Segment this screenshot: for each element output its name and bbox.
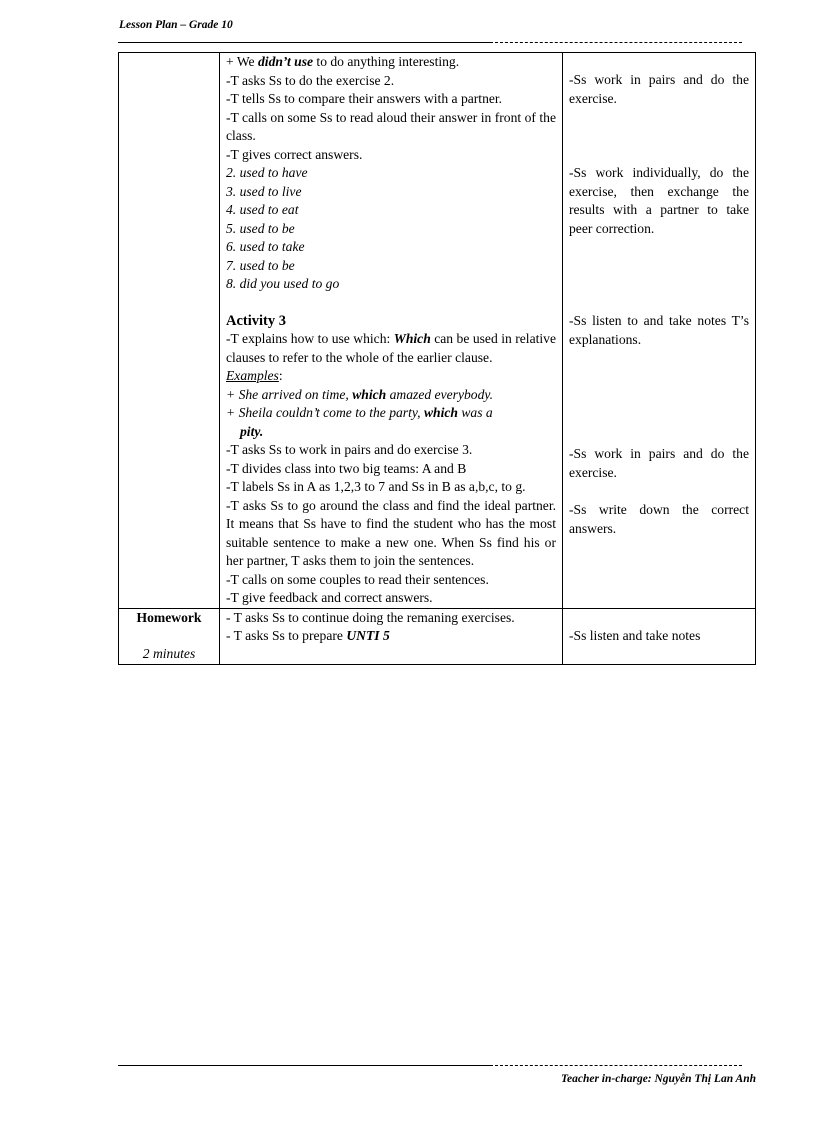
lesson-plan-table <box>118 52 756 665</box>
spacer <box>226 294 556 311</box>
student-pairs-1: -Ss work in pairs and do the exercise. <box>569 72 749 106</box>
homework-student-cell <box>563 608 756 664</box>
answer-item: 5. used to be <box>226 220 295 236</box>
procedure-ex2-ask: -T asks Ss to do the exercise 2. <box>226 72 395 88</box>
answer-item: 7. used to be <box>226 257 295 273</box>
answer-item: 2. used to have <box>226 165 308 180</box>
procedure-act3-explain: -T explains how to use which: Which can be used in relative clauses to refer to the whole of the earlier clause. <box>226 331 556 365</box>
answer-item: 4. used to eat <box>226 202 299 217</box>
procedure-ex3-label: -T labels Ss in A as 1,2,3 to 7 and Ss in B as a,b,c, to g. <box>226 479 526 494</box>
document-header-title: Lesson Plan – Grade 10 <box>119 19 233 31</box>
procedure-cell <box>220 53 563 609</box>
answer-item: 6. used to take <box>226 239 305 254</box>
homework-stage-cell <box>119 608 220 664</box>
answer-item: 8. did you used to go <box>226 276 340 291</box>
header-rule-solid <box>118 42 490 43</box>
homework-student-activity: -Ss listen and take notes <box>569 627 701 643</box>
procedure-line-didnt-use: + We didn’t use to do anything interesting. <box>226 54 460 69</box>
procedure-ex3-around: -T asks Ss to go around the class and find the ideal partner. It means that Ss have to find the student who has the most suitable sentence to make a new one. When Ss find his or her partner, T asks them to join the sentences. <box>226 497 556 568</box>
homework-task-1: - T asks Ss to continue doing the remaning exercises. <box>226 609 515 625</box>
example-sentence-b: + Sheila couldn’t come to the party, which was a <box>226 405 493 420</box>
footer-rule-dashed <box>490 1065 742 1066</box>
homework-procedure-cell <box>220 608 563 664</box>
procedure-ex3-ask: -T asks Ss to work in pairs and do exercise 3. <box>226 442 473 457</box>
procedure-ex3-feedback: -T give feedback and correct answers. <box>226 590 433 605</box>
procedure-ex3-couples: -T calls on some couples to read their sentences. <box>226 571 489 587</box>
student-activity-cell <box>563 53 756 609</box>
procedure-ex2-gives: -T gives correct answers. <box>226 146 363 162</box>
footer-rule-solid <box>118 1065 490 1066</box>
example-sentence-b-cont: pity. <box>240 423 264 439</box>
activity-3-heading: Activity 3 <box>226 312 286 329</box>
header-rule-dashed <box>490 42 742 43</box>
student-pairs-2: -Ss work in pairs and do the exercise. <box>569 446 749 480</box>
answer-item: 3. used to live <box>226 183 302 199</box>
procedure-ex2-compare: -T tells Ss to compare their answers with a partner. <box>226 91 503 106</box>
table-row-activity <box>119 53 756 609</box>
examples-label: Examples: <box>226 368 283 383</box>
homework-task-2: - T asks Ss to prepare UNTI 5 <box>226 628 390 643</box>
homework-time: 2 minutes <box>142 646 196 661</box>
student-individual: -Ss work individually, do the exercise, then exchange the results with a partner to take peer correction. <box>569 165 749 236</box>
procedure-ex2-read: -T calls on some Ss to read aloud their answer in front of the class. <box>226 109 556 143</box>
procedure-ex3-divide: -T divides class into two big teams: A and B <box>226 460 467 476</box>
footer-signature: Teacher in-charge: Nguyễn Thị Lan Anh <box>561 1073 756 1085</box>
table-row-homework <box>119 608 756 664</box>
example-sentence-a: + She arrived on time, which amazed everybody. <box>226 386 494 402</box>
student-listen: -Ss listen to and take notes T’s explanations. <box>569 313 749 347</box>
homework-label: Homework <box>136 609 202 625</box>
stage-cell-empty <box>119 53 220 609</box>
student-write: -Ss write down the correct answers. <box>569 502 749 536</box>
